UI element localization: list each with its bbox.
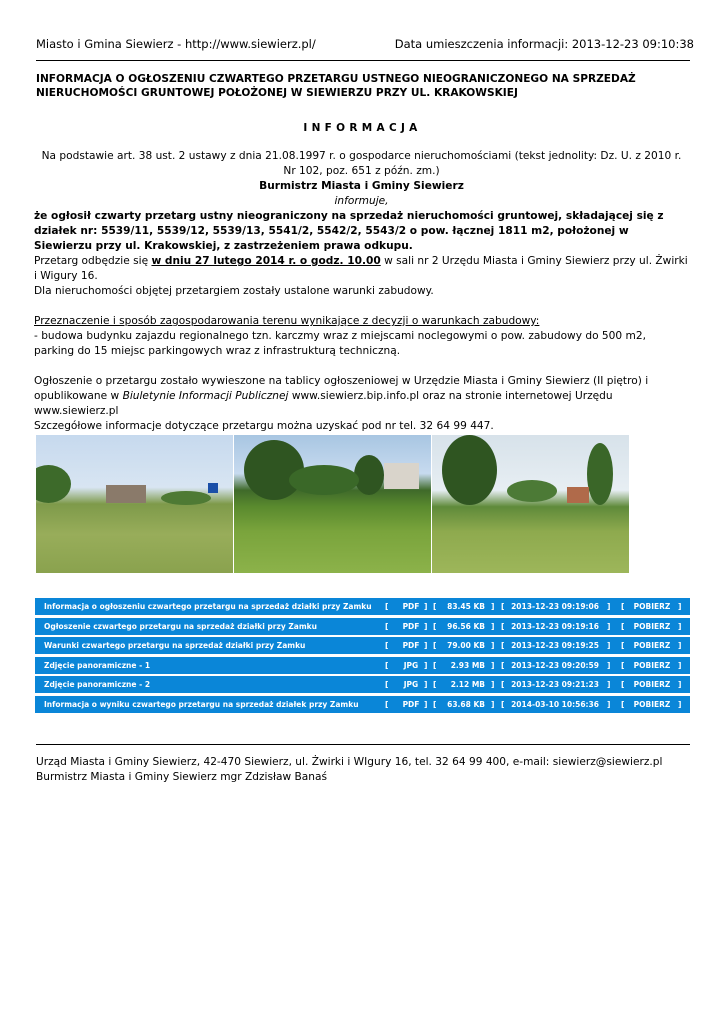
attachment-name: Warunki czwartego przetargu na sprzedaż działki przy Zamku — [44, 641, 306, 650]
announcement: że ogłosił czwarty przetarg ustny nieograniczony na sprzedaż nieruchomości gruntowej, składającej się z działek nr: 5539/11, 5539/12, 5539/13, 5541/2, 5542/2, 5543/2 o pow. łącznej 1811 m2, położonej w Siewierzu przy ul. Krakowskiej, z zastrzeżeniem prawa odkupu. — [34, 210, 664, 252]
bracket: [ — [433, 602, 437, 611]
attachment-type: PDF — [402, 602, 420, 611]
attachment-size: 83.45 KB — [447, 602, 485, 611]
bracket: [ — [385, 680, 389, 689]
bracket: ] — [491, 680, 495, 689]
bracket: [ — [385, 641, 389, 650]
bracket: ] — [678, 699, 682, 709]
legal-basis: Na podstawie art. 38 ust. 2 ustawy z dnia 21.08.1997 r. o gospodarce nieruchomościami (tekst jednolity: Dz. U. z 2010 r. Nr 102, poz. 651 z późn. zm.) — [41, 150, 682, 177]
attachment-date: 2013-12-23 09:19:16 — [511, 621, 599, 631]
download-link[interactable]: POBIERZ — [633, 621, 671, 631]
bracket: ] — [607, 621, 611, 631]
attachment-type: PDF — [402, 621, 420, 631]
photo-1 — [36, 435, 233, 573]
download-link[interactable]: POBIERZ — [633, 660, 671, 670]
attachment-type: JPG — [403, 680, 419, 689]
attachment-row[interactable] — [35, 618, 690, 635]
publish-date: Data umieszczenia informacji: 2013-12-23 09:10:38 — [394, 37, 694, 51]
footer-signature: Burmistrz Miasta i Gminy Siewierz mgr Zdzisław Banaś — [36, 771, 327, 783]
footer-address: Urząd Miasta i Gminy Siewierz, 42-470 Siewierz, ul. Żwirki i WIgury 16, tel. 32 64 99 400, e-mail: siewierz@siewierz.pl — [36, 756, 663, 768]
bracket: [ — [621, 641, 625, 650]
bracket: ] — [678, 660, 682, 670]
bracket: ] — [678, 602, 682, 611]
authority: Burmistrz Miasta i Gminy Siewierz — [259, 180, 464, 192]
page-footer — [36, 755, 662, 785]
bracket: [ — [621, 602, 625, 611]
informacja-heading: INFORMACJA — [303, 122, 422, 134]
purpose-heading: Przeznaczenie i sposób zagospodarowania terenu wynikające z decyzji o warunkach zabudowy: — [34, 315, 540, 327]
bracket: ] — [424, 660, 428, 670]
auction-date: w dniu 27 lutego 2014 r. o godz. 10.00 — [151, 255, 381, 267]
attachment-name: Informacja o ogłoszeniu czwartego przetargu na sprzedaż działki przy Zamku — [44, 602, 372, 611]
sign-icon — [208, 483, 218, 493]
site-link[interactable]: Miasto i Gmina Siewierz - http://www.siewierz.pl/ — [36, 37, 316, 51]
download-link[interactable]: POBIERZ — [633, 641, 671, 650]
attachment-date: 2014-03-10 10:56:36 — [511, 699, 599, 709]
attachment-size: 79.00 KB — [447, 641, 485, 650]
bracket: [ — [501, 641, 505, 650]
purpose-text: - budowa budynku zajazdu regionalnego tzn. karczmy wraz z miejscami noclegowymi o pow. zabudowy do 500 m2, parking do 15 miejsc parkingowych wraz z infrastrukturą techniczną. — [34, 330, 646, 357]
informs-text: informuje, — [334, 195, 389, 207]
bracket: ] — [607, 602, 611, 611]
bracket: [ — [621, 699, 625, 709]
bracket: [ — [501, 660, 505, 670]
bracket: [ — [385, 621, 389, 631]
bracket: ] — [491, 621, 495, 631]
attachment-size: 63.68 KB — [447, 699, 485, 709]
document-title: INFORMACJA O OGŁOSZENIU CZWARTEGO PRZETARGU USTNEGO NIEOGRANICZONEGO NA SPRZEDAŻ NIERUCHOMOŚCI GRUNTOWEJ POŁOŻONEJ W SIEWIERZU PRZY UL. KRAKOWSKIEJ — [36, 73, 636, 99]
download-link[interactable]: POBIERZ — [633, 680, 671, 689]
bracket: [ — [385, 699, 389, 709]
bracket: ] — [491, 641, 495, 650]
attachment-row[interactable] — [35, 637, 690, 654]
attachment-date: 2013-12-23 09:21:23 — [511, 680, 599, 689]
attachment-name: Zdjęcie panoramiczne - 2 — [44, 680, 151, 689]
photo-2 — [234, 435, 431, 573]
bracket: ] — [678, 680, 682, 689]
attachments-list — [35, 598, 690, 715]
bracket: ] — [424, 699, 428, 709]
bracket: ] — [491, 699, 495, 709]
attachment-row[interactable] — [35, 696, 690, 713]
bracket: ] — [424, 641, 428, 650]
document-body — [34, 149, 689, 434]
bracket: [ — [501, 680, 505, 689]
bracket: ] — [491, 602, 495, 611]
attachment-size: 96.56 KB — [447, 621, 485, 631]
bracket: [ — [385, 660, 389, 670]
posted-paragraph: Ogłoszenie o przetargu zostało wywieszone na tablicy ogłoszeniowej w Urzędzie Miasta i Gminy Siewierz (II piętro) i opublikowane w Biuletynie Informacji Publicznej www.siewierz.bip.info.pl oraz na stronie internetowej Urzędu www.siewierz.pl — [34, 375, 649, 417]
attachment-date: 2013-12-23 09:19:06 — [511, 602, 599, 611]
bracket: ] — [607, 641, 611, 650]
bracket: [ — [433, 641, 437, 650]
bracket: ] — [491, 660, 495, 670]
attachment-row[interactable] — [35, 598, 690, 615]
download-link[interactable]: POBIERZ — [633, 699, 671, 709]
bracket: [ — [621, 621, 625, 631]
photo-3 — [432, 435, 629, 573]
bracket: ] — [424, 602, 428, 611]
bracket: [ — [433, 699, 437, 709]
header-divider — [36, 60, 690, 61]
conditions-text: Dla nieruchomości objętej przetargiem zostały ustalone warunki zabudowy. — [34, 285, 434, 297]
attachment-type: PDF — [402, 699, 420, 709]
bracket: [ — [501, 699, 505, 709]
bracket: ] — [678, 621, 682, 631]
attachment-type: PDF — [402, 641, 420, 650]
bracket: ] — [607, 680, 611, 689]
attachment-size: 2.12 MB — [450, 680, 485, 689]
bracket: [ — [621, 680, 625, 689]
attachment-date: 2013-12-23 09:19:25 — [511, 641, 599, 650]
attachment-name: Informacja o wyniku czwartego przetargu na sprzedaż działek przy Zamku — [44, 699, 359, 709]
bracket: ] — [607, 660, 611, 670]
attachment-name: Ogłoszenie czwartego przetargu na sprzedaż działki przy Zamku — [44, 621, 317, 631]
bracket: ] — [424, 621, 428, 631]
attachment-row[interactable] — [35, 657, 690, 674]
attachment-date: 2013-12-23 09:20:59 — [511, 660, 599, 670]
bracket: [ — [385, 602, 389, 611]
download-link[interactable]: POBIERZ — [633, 602, 671, 611]
attachment-name: Zdjęcie panoramiczne - 1 — [44, 660, 151, 670]
bracket: [ — [501, 602, 505, 611]
bracket: [ — [501, 621, 505, 631]
bracket: [ — [433, 621, 437, 631]
bracket: ] — [424, 680, 428, 689]
footer-divider — [36, 744, 690, 745]
attachment-row[interactable] — [35, 676, 690, 693]
bracket: [ — [433, 680, 437, 689]
bracket: ] — [607, 699, 611, 709]
contact-info: Szczegółowe informacje dotyczące przetargu można uzyskać pod nr tel. 32 64 99 447. — [34, 420, 494, 432]
bracket: ] — [678, 641, 682, 650]
bracket: [ — [433, 660, 437, 670]
photo-strip — [36, 435, 630, 573]
bracket: [ — [621, 660, 625, 670]
attachment-type: JPG — [403, 660, 419, 670]
auction-date-paragraph: Przetarg odbędzie się w dniu 27 lutego 2014 r. o godz. 10.00 w sali nr 2 Urzędu Miasta i Gminy Siewierz przy ul. Żwirki i Wigury 16. — [34, 255, 688, 282]
attachment-size: 2.93 MB — [450, 660, 485, 670]
